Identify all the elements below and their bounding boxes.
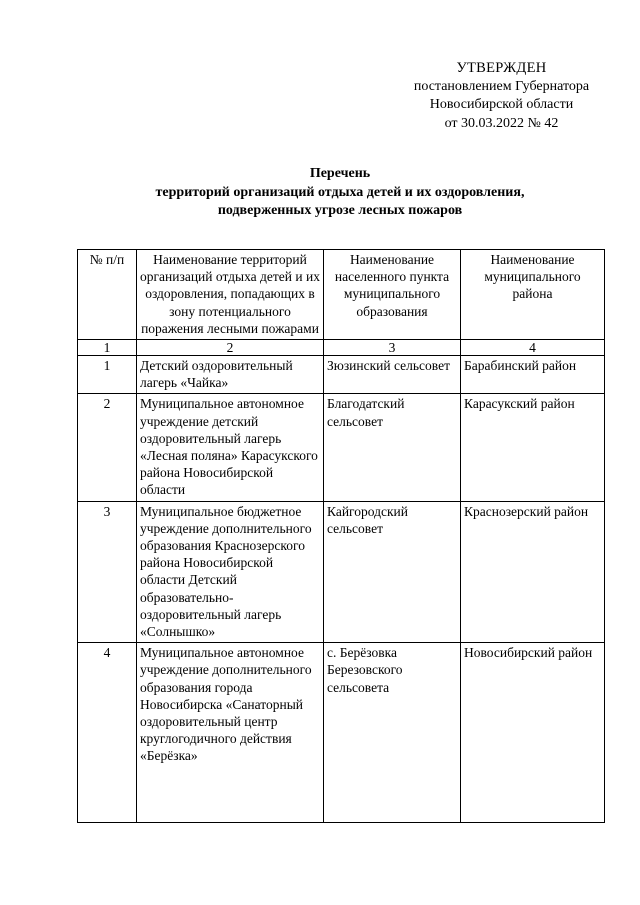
district-cell: Краснозерский район [461, 501, 605, 643]
organization-cell: Муниципальное автономное учреждение дополнительного образования города Новосибирска «Санаторный оздоровительный центр круглогодичного действия «Берёзка» [137, 643, 324, 823]
approval-block [380, 59, 623, 133]
row-number: 4 [78, 643, 137, 823]
table-row [78, 643, 605, 823]
table-header-row [78, 250, 605, 340]
table-row [78, 501, 605, 643]
district-cell: Карасукский район [461, 394, 605, 501]
header-number: № п/п [78, 250, 137, 340]
row-number: 3 [78, 501, 137, 643]
approval-line-1: постановлением Губернатора [413, 78, 590, 94]
title-heading: Перечень [309, 166, 371, 181]
settlement-cell: Зюзинский сельсовет [324, 356, 461, 394]
settlement-cell: с. Берёзовка Березовского сельсовета [324, 643, 461, 823]
column-index: 2 [137, 340, 324, 356]
document-title [80, 165, 600, 221]
row-number: 1 [78, 356, 137, 394]
title-line-2: подверженных угрозе лесных пожаров [217, 203, 463, 218]
row-number: 2 [78, 394, 137, 501]
column-index: 1 [78, 340, 137, 356]
approval-date-line: от 30.03.2022 № 42 [444, 115, 559, 131]
column-index-row [78, 340, 605, 356]
header-settlement: Наименование населенного пункта муниципального образования [324, 250, 461, 340]
table-row [78, 394, 605, 501]
column-index: 3 [324, 340, 461, 356]
title-line-1: территорий организаций отдыха детей и их оздоровления, [155, 184, 525, 200]
approval-stamp: УТВЕРЖДЕН [456, 60, 547, 76]
organization-cell: Муниципальное автономное учреждение детский оздоровительный лагерь «Лесная поляна» Карасукского района Новосибирской области [137, 394, 324, 501]
district-cell: Новосибирский район [461, 643, 605, 823]
settlement-cell: Кайгородский сельсовет [324, 501, 461, 643]
district-cell: Барабинский район [461, 356, 605, 394]
header-organization: Наименование территорий организаций отдыха детей и их оздоровления, попадающих в зону потенциального поражения лесными пожарами [137, 250, 324, 340]
table-row [78, 356, 605, 394]
column-index: 4 [461, 340, 605, 356]
organizations-table [77, 249, 605, 823]
header-district: Наименование муниципального района [461, 250, 605, 340]
settlement-cell: Благодатский сельсовет [324, 394, 461, 501]
approval-line-2: Новосибирской области [429, 97, 574, 112]
organization-cell: Муниципальное бюджетное учреждение дополнительного образования Краснозерского района Новосибирской области Детский образовательно-оздоровительный лагерь «Солнышко» [137, 501, 324, 643]
organization-cell: Детский оздоровительный лагерь «Чайка» [137, 356, 324, 394]
